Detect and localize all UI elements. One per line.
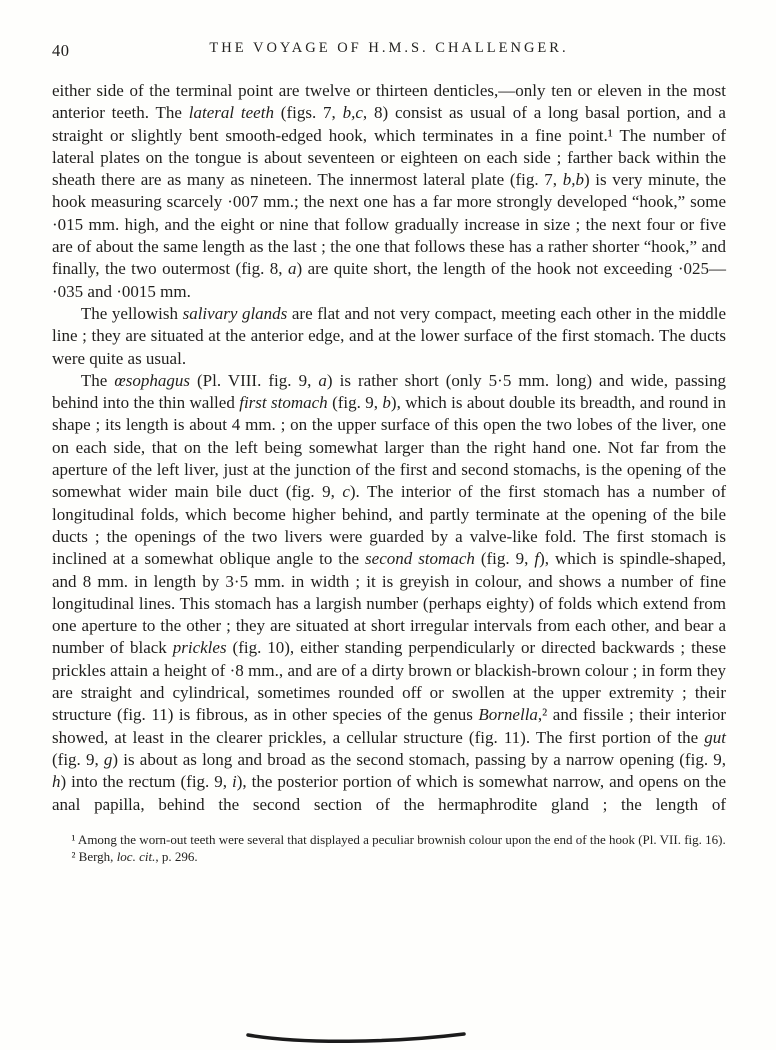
- scan-smudge-icon: [246, 1030, 466, 1046]
- paragraph-oesophagus: The œsophagus (Pl. VIII. fig. 9, a) is rather short (only 5·5 mm. long) and wide, passing behind into the thin walled first stomach (fig. 9, b), which is about double its breadth, and round in shape ; its length is about 4 mm. ; on the upper surface of this open the two lobes of the liver, one on each side, that on the left being somewhat larger than the right hand one. Not far from the aperture of the left liver, just at the junction of the first and second stomachs, is the opening of the somewhat wider main bile duct (fig. 9, c). The interior of the first stomach has a number of longitudinal folds, which become higher behind, and partly terminate at the opening of the bile ducts ; the openings of the two livers were guarded by a valve-like fold. The first stomach is inclined at a somewhat oblique angle to the second stomach (fig. 9, f), which is spindle-shaped, and 8 mm. in length by 3·5 mm. in width ; it is greyish in colour, and shows a number of fine longitudinal lines. This stomach has a largish number (perhaps eighty) of folds which extend from one aperture to the other ; they are situated at short irregular intervals from each other, and bear a number of black prickles (fig. 10), either standing perpendicularly or directed backwards ; these prickles attain a height of ·8 mm., and are of a dirty brown or blackish-brown colour ; in form they are straight and cylindrical, sometimes rounded off or swollen at the upper extremity ; their structure (fig. 11) is fibrous, as in other species of the genus Bornella,² and fissile ; their interior showed, at least in the clearer prickles, a cellular structure (fig. 11). The first portion of the gut (fig. 9, g) is about as long and broad as the second stomach, passing by a narrow opening (fig. 9, h) into the rectum (fig. 9, i), the posterior portion of which is somewhat narrow, and opens on the anal papilla, behind the second section of the hermaphrodite gland ; the length of: [52, 370, 727, 814]
- footnotes: [52, 831, 726, 866]
- page-header: [52, 40, 726, 64]
- page-number: 40: [52, 41, 70, 60]
- page-body: [52, 80, 726, 816]
- footnote-1: ¹ Among the worn-out teeth were several that displayed a peculiar brownish colour upon the end of the hook (Pl. VII. fig. 16).: [71, 831, 726, 847]
- footnote-2: ² Bergh, loc. cit., p. 296.: [71, 849, 198, 865]
- scan-artifact-mark: [246, 1030, 466, 1046]
- running-title: THE VOYAGE OF H.M.S. CHALLENGER.: [209, 40, 569, 56]
- paragraph-continuation: either side of the terminal point are twelve or thirteen denticles,—only ten or eleven in the most anterior teeth. The lateral teeth (figs. 7, b,c, 8) consist as usual of a long basal portion, and a straight or slightly bent smooth-edged hook, which terminates in a fine point.¹ The number of lateral plates on the tongue is about seventeen or eighteen on each side ; farther back within the sheath there are as many as nineteen. The innermost lateral plate (fig. 7, b,b) is very minute, the hook measuring scarcely ·007 mm.; the next one has a far more strongly developed “hook,” some ·015 mm. high, and the eight or nine that follow gradually increase in size ; the next four or five are of about the same length as the last ; the one that follows these has a rather shorter “hook,” and finally, the two outermost (fig. 8, a) are quite short, the length of the hook not exceeding ·025—·035 and ·0015 mm.: [52, 81, 727, 301]
- paragraph-salivary-glands: The yellowish salivary glands are flat and not very compact, meeting each other in the middle line ; they are situated at the anterior edge, and at the lower surface of the first stomach. The ducts were quite as usual.: [52, 303, 727, 368]
